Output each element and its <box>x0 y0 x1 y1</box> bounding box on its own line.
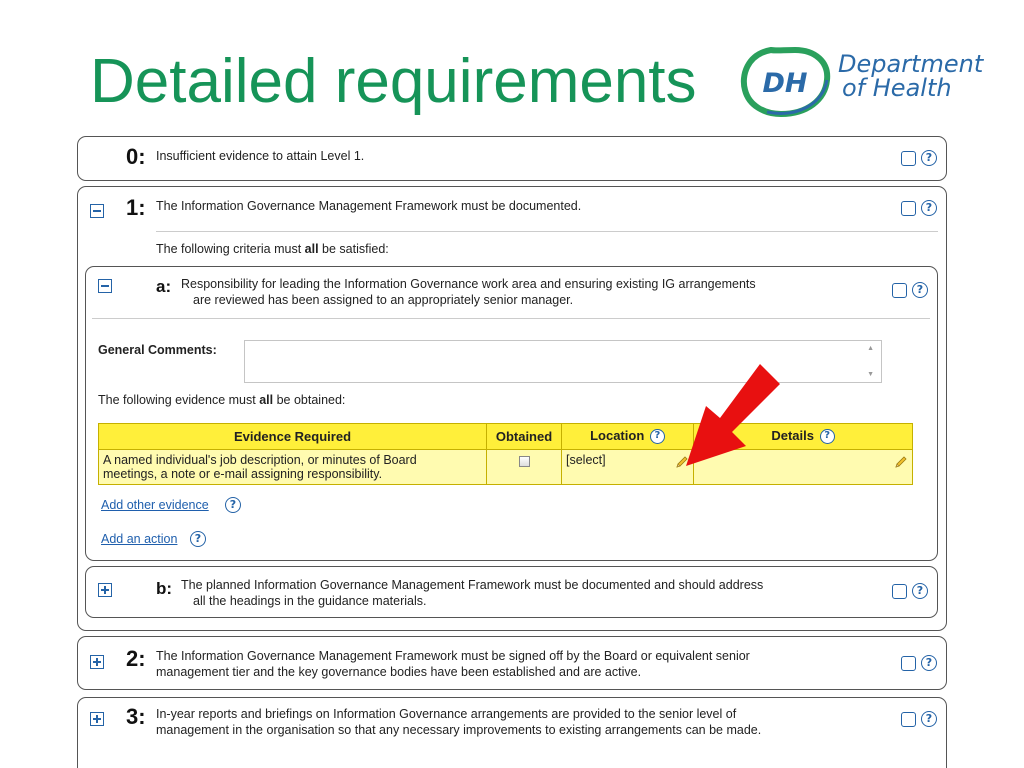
dh-logo-mark <box>737 46 833 118</box>
level-1-divider <box>156 231 938 232</box>
details-help-icon[interactable]: ? <box>820 429 835 444</box>
level-0-select-checkbox-icon[interactable] <box>901 151 916 166</box>
logo-line-of-health: of Health <box>842 74 952 102</box>
criterion-b-expand-icon[interactable] <box>98 583 112 597</box>
add-action-help-icon[interactable]: ? <box>190 531 206 547</box>
level-2-number: 2: <box>126 646 146 671</box>
criterion-b-line-2: all the headings in the guidance materials. <box>193 594 427 608</box>
evidence-required-line-2: meetings, a note or e-mail assigning responsibility. <box>103 467 383 481</box>
level-2-panel <box>77 636 947 690</box>
evidence-intro-suffix: be obtained: <box>273 393 346 407</box>
level-3-line-2: management in the organisation so that any necessary improvements to existing arrangements can be made. <box>156 723 762 737</box>
criteria-intro-suffix: be satisfied: <box>318 242 389 256</box>
level-0-panel <box>77 136 947 181</box>
col-location-label: Location <box>590 428 645 444</box>
col-obtained: Obtained <box>487 424 562 450</box>
level-0-text: Insufficient evidence to attain Level 1. <box>156 149 365 163</box>
criterion-a-help-icon[interactable]: ? <box>912 282 928 298</box>
dh-logo-text <box>838 52 983 100</box>
level-2-line-2: management tier and the key governance bodies have been established and are active. <box>156 665 642 679</box>
evidence-intro <box>98 393 345 408</box>
criterion-a-collapse-icon[interactable] <box>98 279 112 293</box>
obtained-checkbox[interactable] <box>519 456 530 467</box>
col-evidence-required: Evidence Required <box>99 424 487 450</box>
level-3-help-icon[interactable]: ? <box>921 711 937 727</box>
add-evidence-help-icon[interactable]: ? <box>225 497 241 513</box>
level-3-number: 3: <box>126 704 146 729</box>
level-3-select-checkbox-icon[interactable] <box>901 712 916 727</box>
level-3-line-1: In-year reports and briefings on Information Governance arrangements are provided to the senior level of <box>156 707 737 721</box>
slide-title: Detailed requirements <box>90 47 697 116</box>
location-select-value[interactable]: [select] <box>566 453 606 467</box>
logo-line-department: Department <box>838 50 984 78</box>
evidence-intro-prefix: The following evidence must <box>98 393 260 407</box>
dh-logo <box>737 46 987 121</box>
level-2-expand-icon[interactable] <box>90 655 104 669</box>
level-1-criteria-intro <box>156 242 389 257</box>
criterion-a-letter: a: <box>156 277 172 296</box>
evidence-required-cell <box>99 450 487 485</box>
red-arrow-icon <box>680 360 820 480</box>
criterion-b-panel <box>85 566 938 618</box>
level-2-help-icon[interactable]: ? <box>921 655 937 671</box>
evidence-intro-bold: all <box>259 393 274 407</box>
level-1-text: The Information Governance Management Framework must be documented. <box>156 199 582 213</box>
details-pencil-icon[interactable] <box>894 455 908 469</box>
criterion-b-select-checkbox-icon[interactable] <box>892 584 907 599</box>
criterion-b-letter: b: <box>156 579 173 598</box>
scroll-down-icon[interactable]: ▼ <box>867 371 874 378</box>
criterion-a-line-1: Responsibility for leading the Information Governance work area and ensuring existing IG arrangements <box>181 277 756 291</box>
add-other-evidence-link[interactable]: Add other evidence <box>101 498 209 512</box>
col-location <box>562 424 694 450</box>
level-1-collapse-icon[interactable] <box>90 204 104 218</box>
level-0-help-icon[interactable]: ? <box>921 150 937 166</box>
criteria-intro-prefix: The following criteria must <box>156 242 305 256</box>
criterion-a-line-2: are reviewed has been assigned to an appropriately senior manager. <box>193 293 574 307</box>
level-2-select-checkbox-icon[interactable] <box>901 656 916 671</box>
evidence-required-line-1: A named individual's job description, or minutes of Board <box>103 453 417 467</box>
level-2-line-1: The Information Governance Management Framework must be signed off by the Board or equivalent senior <box>156 649 750 663</box>
criterion-b-help-icon[interactable]: ? <box>912 583 928 599</box>
col-details-label: Details <box>771 428 814 444</box>
level-0-number: 0: <box>126 144 146 169</box>
criterion-b-line-1: The planned Information Governance Management Framework must be documented and should address <box>181 578 764 592</box>
criterion-a-divider <box>92 318 930 319</box>
dh-logo-letters: DH <box>762 68 808 99</box>
general-comments-label: General Comments: <box>98 343 217 357</box>
criteria-intro-bold: all <box>304 242 319 256</box>
evidence-location-cell[interactable] <box>562 450 694 485</box>
level-3-panel <box>77 697 947 768</box>
criterion-a-select-checkbox-icon[interactable] <box>892 283 907 298</box>
level-3-expand-icon[interactable] <box>90 712 104 726</box>
evidence-obtained-cell <box>487 450 562 485</box>
add-action-link[interactable]: Add an action <box>101 532 178 546</box>
scroll-up-icon[interactable]: ▲ <box>867 345 874 352</box>
level-1-help-icon[interactable]: ? <box>921 200 937 216</box>
location-help-icon[interactable]: ? <box>650 429 665 444</box>
level-1-select-checkbox-icon[interactable] <box>901 201 916 216</box>
level-1-number: 1: <box>126 195 146 220</box>
